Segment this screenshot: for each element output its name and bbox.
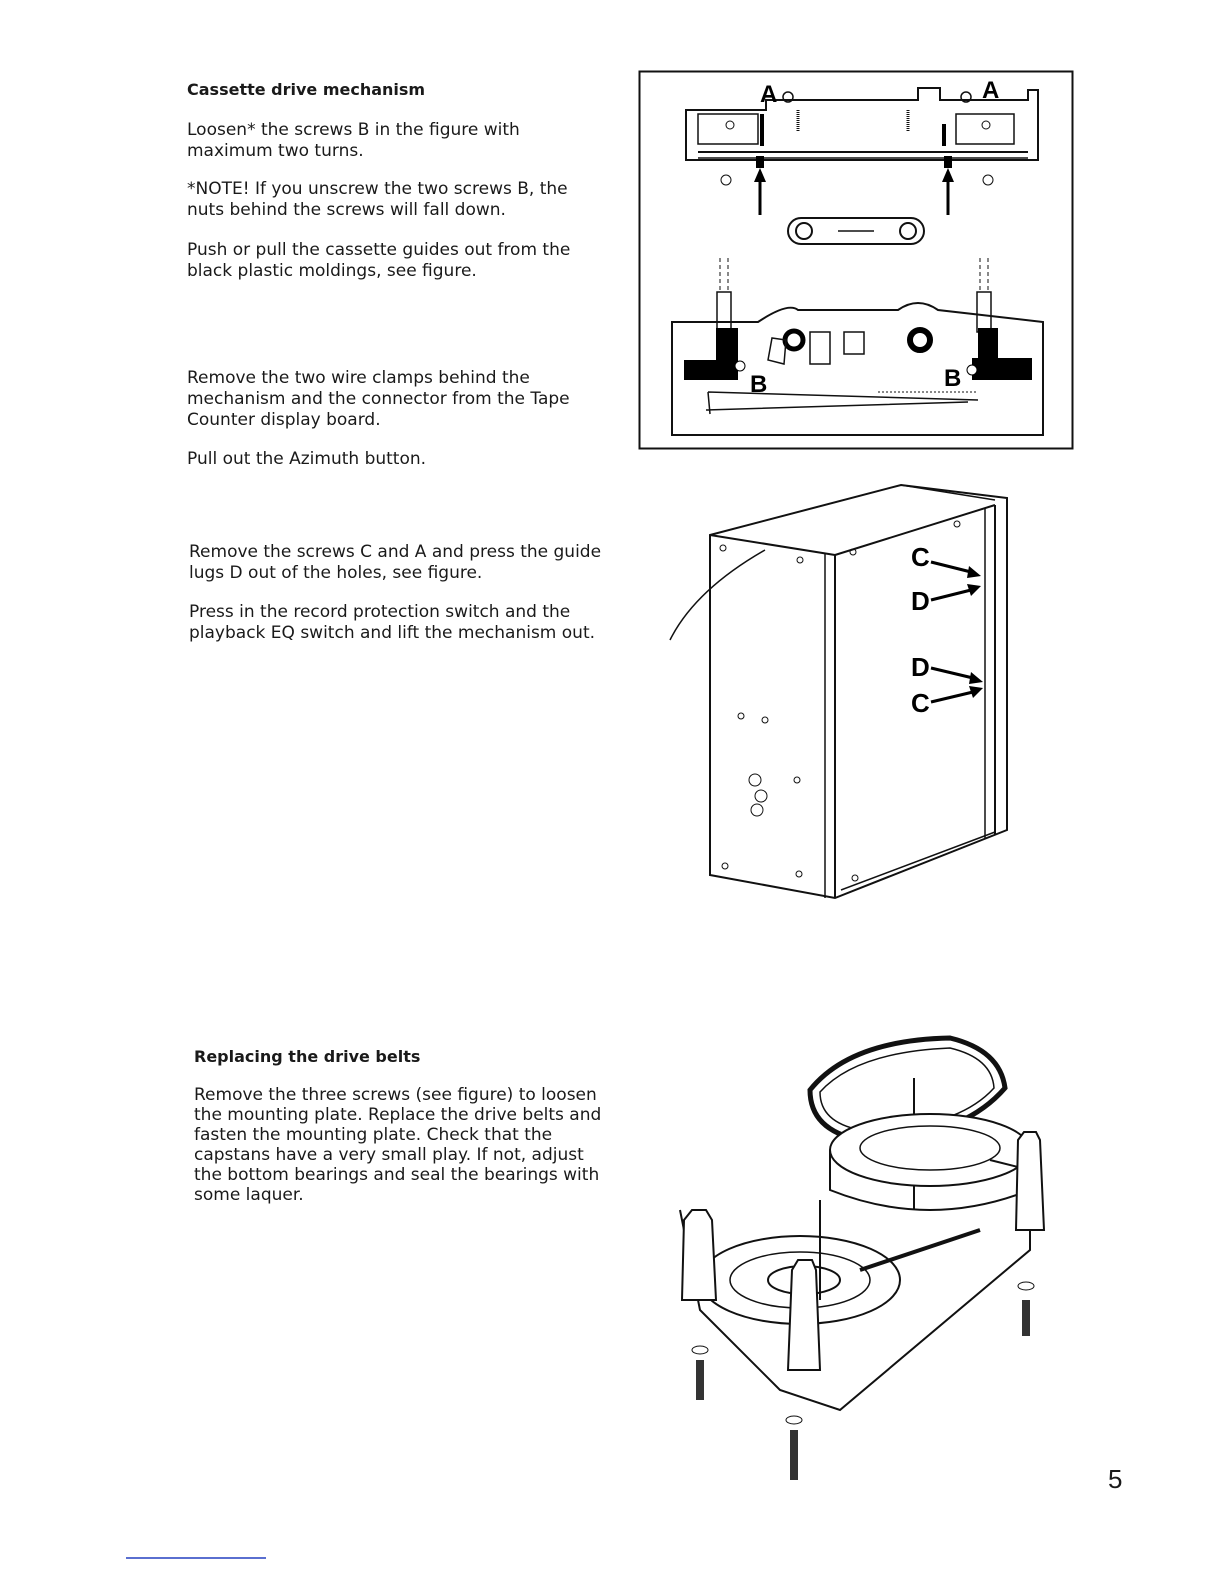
figure-cassette-mechanism (638, 70, 1076, 452)
label-c-bottom: C (911, 688, 930, 718)
label-d-bottom: D (911, 652, 930, 682)
figure-mechanism-box (665, 480, 1015, 900)
label-d-top: D (911, 586, 930, 616)
label-c-top: C (911, 542, 930, 572)
paragraph-replace-belts: Remove the three screws (see figure) to loosen the mounting plate. Replace the drive belts and fasten the mounting plate. Check that the capstans have a very small play. If not, adjust the bottom bearings and seal the bearings with some laquer. (194, 1085, 602, 1205)
section-heading-cassette-drive: Cassette drive mechanism (187, 80, 426, 99)
paragraph-loosen-screws: Loosen* the screws B in the figure with maximum two turns. (187, 120, 520, 161)
label-a-right: A (982, 77, 1000, 104)
paragraph-azimuth: Pull out the Azimuth button. (187, 449, 427, 469)
label-b-right: B (944, 365, 962, 392)
page-number: 5 (1108, 1464, 1123, 1494)
figure-drive-belts (660, 1030, 1060, 1490)
paragraph-note: *NOTE! If you unscrew the two screws B, the nuts behind the screws will fall down. (187, 179, 568, 220)
footer-line (126, 1557, 266, 1559)
paragraph-wire-clamps: Remove the two wire clamps behind the mechanism and the connector from the Tape Counter display board. (187, 368, 570, 430)
label-a-left: A (760, 81, 778, 108)
section-heading-drive-belts: Replacing the drive belts (194, 1047, 421, 1066)
paragraph-press-switches: Press in the record protection switch and the playback EQ switch and lift the mechanism out. (189, 602, 596, 643)
label-b-left: B (750, 371, 768, 398)
paragraph-cassette-guides: Push or pull the cassette guides out from the black plastic moldings, see figure. (187, 240, 571, 281)
paragraph-remove-screws-c-a: Remove the screws C and A and press the guide lugs D out of the holes, see figure. (189, 542, 602, 583)
